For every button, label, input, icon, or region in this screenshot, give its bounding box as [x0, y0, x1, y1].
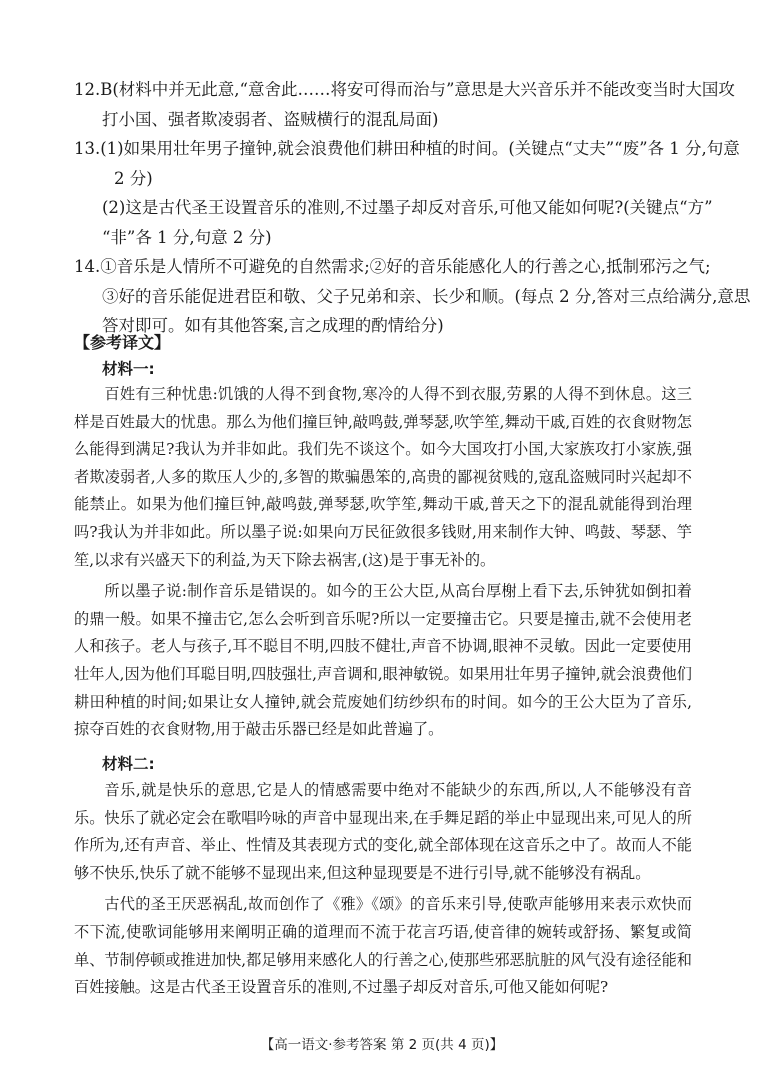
answer-14-line-3: 答对即可。如有其他答案,言之成理的酌情给分) [102, 316, 444, 335]
material-2-label: 材料二: [102, 755, 155, 773]
material-2-paragraph: 音乐,就是快乐的意思,它是人的情感需要中绝对不能缺少的东西,所以,人不能够没有音乐。快乐了就必定会在歌唱吟咏的声音中显现出来,在手舞足蹈的举止中显现出来,可见人的所作所为,还有声音、举止、性情及其表现方式的变化,就全部体现在这音乐之中了。故而人不能够不快乐,快乐了就不能够不显现出来,但这种显现要是不进行引导,就不能够没有祸乱。 [74, 781, 692, 882]
material-2-text [74, 777, 692, 1002]
answer-14 [74, 252, 750, 341]
answer-13-2 [102, 193, 713, 252]
material-1-label: 材料一: [102, 360, 155, 378]
answer-12-line-1: 12.B(材料中并无此意,“意舍此……将安可得而治与”意思是大兴音乐并不能改变当时大国攻 [74, 80, 735, 99]
answer-14-line-2: ③好的音乐能促进君臣和敬、父子兄弟和亲、长少和顺。(每点 2 分,答对三点给满分,意思 [102, 286, 751, 306]
material-1-paragraph: 百姓有三种忧患:饥饿的人得不到食物,寒冷的人得不到衣服,劳累的人得不到休息。这三样是百姓最大的忧患。那么为他们撞巨钟,敲鸣鼓,弹琴瑟,吹竽笙,舞动干戚,百姓的衣食财物怎么能得到满足?我认为并非如此。我们先不谈这个。如今大国攻打小国,大家族攻打小家族,强者欺凌弱者,人多的欺压人少的,多智的欺骗愚笨的,高贵的鄙视贫贱的,寇乱盗贼同时兴起却不能禁止。如果为他们撞巨钟,敲鸣鼓,弹琴瑟,吹竽笙,舞动干戚,普天之下的混乱就能得到治理吗?我认为并非如此。所以墨子说:如果向万民征敛很多钱财,用来制作大钟、鸣鼓、琴瑟、竽笙,以求有兴盛天下的利益,为天下除去祸害,(这)是于事无补的。 [74, 385, 692, 569]
material-2-paragraph: 古代的圣王厌恶祸乱,故而创作了《雅》《颂》的音乐来引导,使歌声能够用来表示欢快而不下流,使歌词能够用来阐明正确的道理而不流于花言巧语,使音律的婉转或舒扬、繁复或简单、节制停顿或推进加快,都足够用来感化人的行善之心,使那些邪恶肮脏的风气没有途径能和百姓接触。这是古代圣王设置音乐的准则,不过墨子却反对音乐,可他又能如何呢? [74, 895, 692, 997]
answer-13-1-line-1: 13.(1)如果用壮年男子撞钟,就会浪费他们耕田种植的时间。(关键点“丈夫”“废”各 1 分,句意 [74, 139, 740, 158]
material-1-paragraph: 所以墨子说:制作音乐是错误的。如今的王公大臣,从高台厚榭上看下去,乐钟犹如倒扣着的鼎一般。如果不撞击它,怎么会听到音乐呢?所以一定要撞击它。只要是撞击,就不会使用老人和孩子。老人与孩子,耳不聪目不明,四肢不健壮,声音不协调,眼神不灵敏。因此一定要使用壮年人,因为他们耳聪目明,四肢强壮,声音调和,眼神敏锐。如果用壮年男子撞钟,就会浪费他们耕田种植的时间;如果让女人撞钟,就会荒废她们纺纱织布的时间。如今的王公大臣为了音乐,掠夺百姓的衣食财物,用于敲击乐器已经是如此普遍了。 [74, 582, 692, 739]
answer-13-1-line-2: 2 分) [114, 168, 153, 188]
answer-13-2-line-1: (2)这是古代圣王设置音乐的准则,不过墨子却反对音乐,可他又能如何呢?(关键点“方” [102, 198, 713, 217]
page-footer: 【高一语文·参考答案 第 2 页(共 4 页)】 [260, 1037, 504, 1053]
answer-12-line-2: 打小国、强者欺凌弱者、盗贼横行的混乱局面) [102, 109, 439, 129]
answer-13-1 [74, 134, 740, 193]
answer-13-2-line-2: “非”各 1 分,句意 2 分) [102, 227, 272, 247]
answer-14-line-1: 14.①音乐是人情所不可避免的自然需求;②好的音乐能感化人的行善之心,抵制邪污之气; [74, 257, 711, 276]
answer-12 [74, 75, 735, 134]
translation-heading: 【参考译文】 [74, 333, 171, 352]
material-1-text [74, 381, 692, 744]
